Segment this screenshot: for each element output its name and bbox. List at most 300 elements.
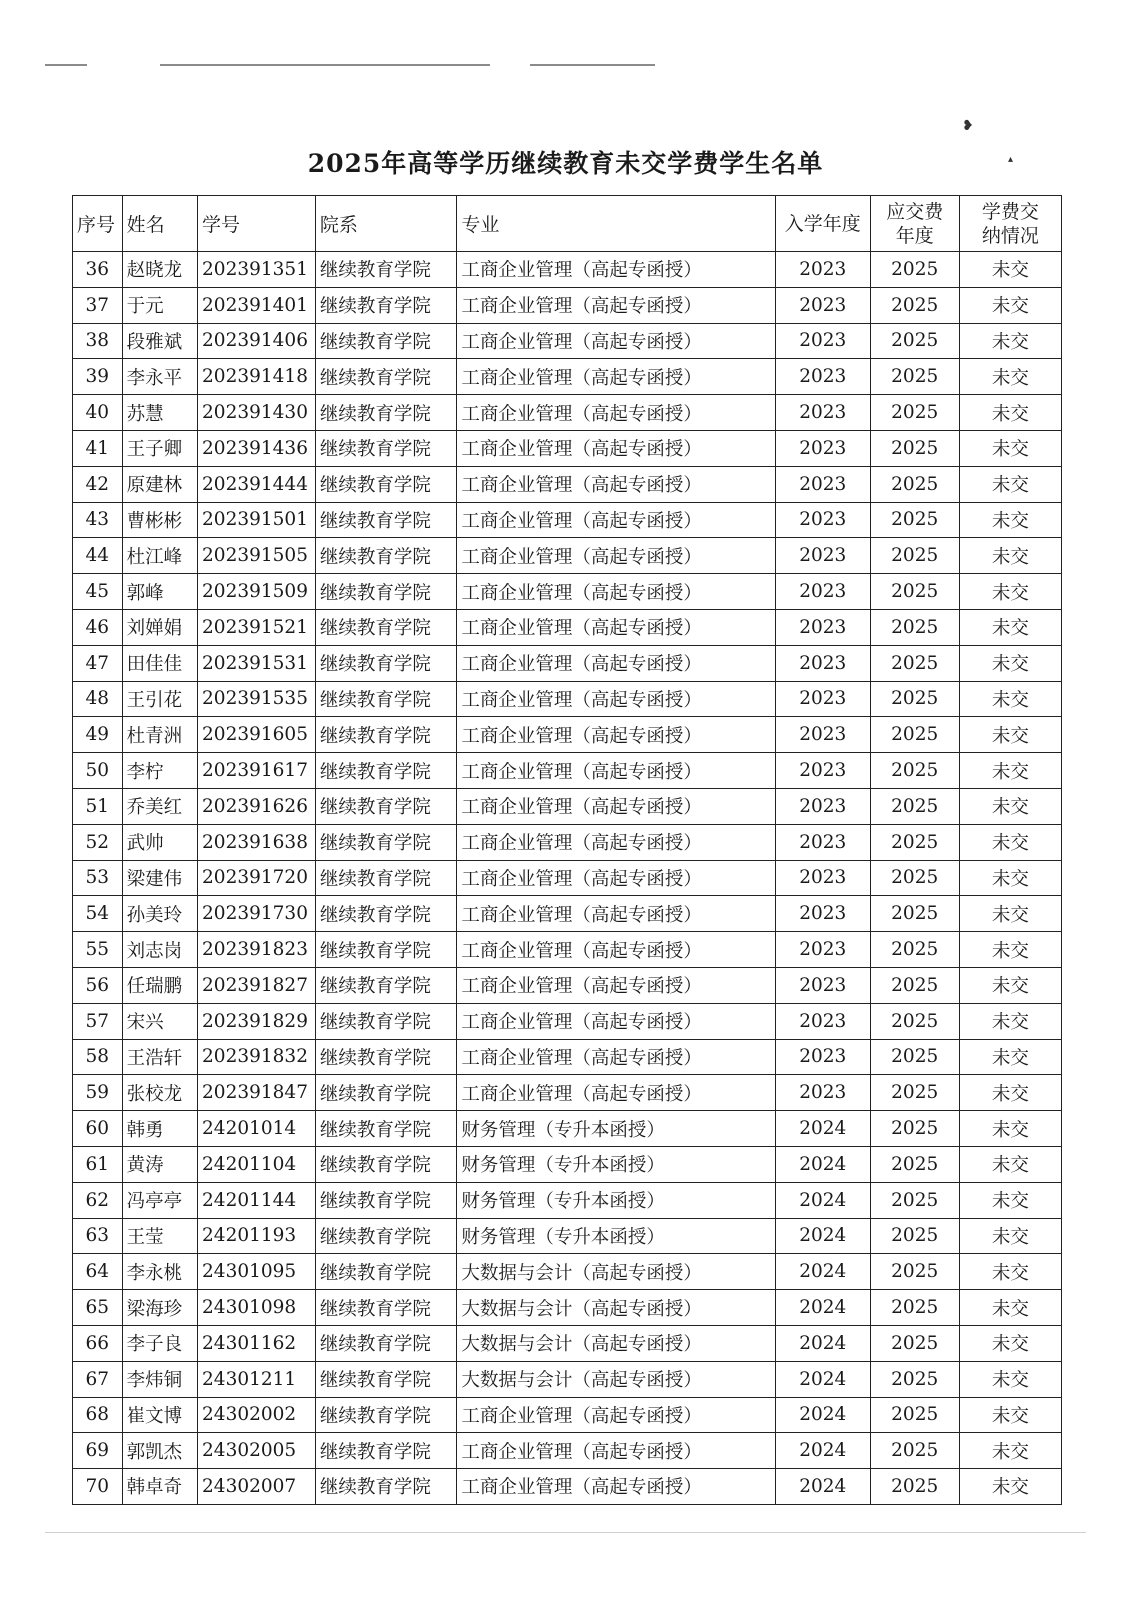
row-seq: 59 (73, 1075, 123, 1111)
department: 继续教育学院 (315, 717, 457, 753)
student-name: 杜青洲 (122, 717, 197, 753)
student-id: 202391418 (198, 359, 316, 395)
enroll-year: 2023 (775, 287, 870, 323)
student-id: 202391847 (198, 1075, 316, 1111)
department: 继续教育学院 (315, 1218, 457, 1254)
department: 继续教育学院 (315, 1397, 457, 1433)
table-row (73, 1325, 1062, 1361)
header-major: 专业 (457, 196, 775, 252)
major: 工商企业管理（高起专函授） (457, 609, 775, 645)
enroll-year: 2023 (775, 574, 870, 610)
major: 工商企业管理（高起专函授） (457, 359, 775, 395)
department: 继续教育学院 (315, 323, 457, 359)
department: 继续教育学院 (315, 788, 457, 824)
row-seq: 70 (73, 1469, 123, 1505)
row-seq: 62 (73, 1182, 123, 1218)
enroll-year: 2024 (775, 1325, 870, 1361)
table-row (73, 1111, 1062, 1147)
table-row (73, 430, 1062, 466)
major: 工商企业管理（高起专函授） (457, 824, 775, 860)
fee-year: 2025 (870, 1325, 959, 1361)
row-seq: 47 (73, 645, 123, 681)
department: 继续教育学院 (315, 1146, 457, 1182)
row-seq: 67 (73, 1361, 123, 1397)
table-row (73, 788, 1062, 824)
fee-year: 2025 (870, 574, 959, 610)
student-id: 24201193 (198, 1218, 316, 1254)
fee-year: 2025 (870, 359, 959, 395)
scan-edge-top-middle (160, 64, 490, 66)
student-id: 24302005 (198, 1433, 316, 1469)
enroll-year: 2024 (775, 1290, 870, 1326)
student-name: 王莹 (122, 1218, 197, 1254)
student-name: 李子良 (122, 1325, 197, 1361)
enroll-year: 2023 (775, 896, 870, 932)
department: 继续教育学院 (315, 252, 457, 288)
student-name: 黄涛 (122, 1146, 197, 1182)
table-row (73, 1254, 1062, 1290)
row-seq: 65 (73, 1290, 123, 1326)
student-name: 李炜铜 (122, 1361, 197, 1397)
department: 继续教育学院 (315, 1254, 457, 1290)
row-seq: 63 (73, 1218, 123, 1254)
fee-year: 2025 (870, 1290, 959, 1326)
student-id: 202391720 (198, 860, 316, 896)
fee-year: 2025 (870, 717, 959, 753)
table-row (73, 753, 1062, 789)
student-table (72, 195, 1062, 1505)
major: 工商企业管理（高起专函授） (457, 645, 775, 681)
enroll-year: 2023 (775, 967, 870, 1003)
table-row (73, 1218, 1062, 1254)
enroll-year: 2023 (775, 645, 870, 681)
student-name: 武帅 (122, 824, 197, 860)
department: 继续教育学院 (315, 1039, 457, 1075)
student-id: 202391832 (198, 1039, 316, 1075)
student-id: 24301095 (198, 1254, 316, 1290)
major: 工商企业管理（高起专函授） (457, 1075, 775, 1111)
table-row (73, 896, 1062, 932)
payment-status: 未交 (959, 824, 1061, 860)
table-row (73, 967, 1062, 1003)
table-row (73, 681, 1062, 717)
enroll-year: 2024 (775, 1397, 870, 1433)
payment-status: 未交 (959, 1182, 1061, 1218)
student-name: 郭凯杰 (122, 1433, 197, 1469)
major: 工商企业管理（高起专函授） (457, 967, 775, 1003)
student-name: 田佳佳 (122, 645, 197, 681)
payment-status: 未交 (959, 1433, 1061, 1469)
student-id: 202391730 (198, 896, 316, 932)
payment-status: 未交 (959, 1146, 1061, 1182)
enroll-year: 2024 (775, 1182, 870, 1218)
enroll-year: 2024 (775, 1361, 870, 1397)
enroll-year: 2023 (775, 395, 870, 431)
scan-speck: ▴ (1008, 154, 1014, 165)
header-name: 姓名 (122, 196, 197, 252)
student-name: 刘志岗 (122, 932, 197, 968)
row-seq: 49 (73, 717, 123, 753)
payment-status: 未交 (959, 430, 1061, 466)
payment-status: 未交 (959, 1325, 1061, 1361)
table-row (73, 574, 1062, 610)
student-id: 202391406 (198, 323, 316, 359)
student-id: 202391605 (198, 717, 316, 753)
table-row (73, 824, 1062, 860)
enroll-year: 2023 (775, 1039, 870, 1075)
enroll-year: 2023 (775, 359, 870, 395)
department: 继续教育学院 (315, 753, 457, 789)
department: 继续教育学院 (315, 1433, 457, 1469)
payment-status: 未交 (959, 1075, 1061, 1111)
table-row (73, 466, 1062, 502)
student-id: 24201014 (198, 1111, 316, 1147)
row-seq: 37 (73, 287, 123, 323)
student-name: 梁建伟 (122, 860, 197, 896)
header-fee-year: 应交费年度 (870, 196, 959, 252)
major: 工商企业管理（高起专函授） (457, 323, 775, 359)
department: 继续教育学院 (315, 466, 457, 502)
fee-year: 2025 (870, 1003, 959, 1039)
table-row (73, 395, 1062, 431)
fee-year: 2025 (870, 323, 959, 359)
department: 继续教育学院 (315, 430, 457, 466)
student-id: 24302007 (198, 1469, 316, 1505)
row-seq: 46 (73, 609, 123, 645)
row-seq: 66 (73, 1325, 123, 1361)
department: 继续教育学院 (315, 824, 457, 860)
student-name: 张校龙 (122, 1075, 197, 1111)
student-name: 王子卿 (122, 430, 197, 466)
department: 继续教育学院 (315, 538, 457, 574)
department: 继续教育学院 (315, 395, 457, 431)
table-row (73, 1397, 1062, 1433)
department: 继续教育学院 (315, 1325, 457, 1361)
payment-status: 未交 (959, 645, 1061, 681)
table-row (73, 645, 1062, 681)
department: 继续教育学院 (315, 359, 457, 395)
fee-year: 2025 (870, 466, 959, 502)
fee-year: 2025 (870, 967, 959, 1003)
student-id: 202391617 (198, 753, 316, 789)
student-name: 曹彬彬 (122, 502, 197, 538)
major: 工商企业管理（高起专函授） (457, 717, 775, 753)
fee-year: 2025 (870, 538, 959, 574)
student-id: 24201104 (198, 1146, 316, 1182)
department: 继续教育学院 (315, 609, 457, 645)
student-name: 王浩轩 (122, 1039, 197, 1075)
major: 工商企业管理（高起专函授） (457, 395, 775, 431)
enroll-year: 2023 (775, 538, 870, 574)
student-id: 202391521 (198, 609, 316, 645)
table-row (73, 1075, 1062, 1111)
payment-status: 未交 (959, 323, 1061, 359)
enroll-year: 2023 (775, 430, 870, 466)
department: 继续教育学院 (315, 502, 457, 538)
table-header-row (73, 196, 1062, 252)
row-seq: 44 (73, 538, 123, 574)
major: 工商企业管理（高起专函授） (457, 1469, 775, 1505)
major: 工商企业管理（高起专函授） (457, 466, 775, 502)
department: 继续教育学院 (315, 574, 457, 610)
student-name: 李柠 (122, 753, 197, 789)
major: 财务管理（专升本函授） (457, 1146, 775, 1182)
major: 工商企业管理（高起专函授） (457, 788, 775, 824)
enroll-year: 2023 (775, 323, 870, 359)
enroll-year: 2023 (775, 860, 870, 896)
student-name: 任瑞鹏 (122, 967, 197, 1003)
department: 继续教育学院 (315, 1003, 457, 1039)
major: 大数据与会计（高起专函授） (457, 1325, 775, 1361)
row-seq: 43 (73, 502, 123, 538)
major: 工商企业管理（高起专函授） (457, 1003, 775, 1039)
student-name: 苏慧 (122, 395, 197, 431)
row-seq: 61 (73, 1146, 123, 1182)
row-seq: 51 (73, 788, 123, 824)
major: 财务管理（专升本函授） (457, 1182, 775, 1218)
fee-year: 2025 (870, 609, 959, 645)
fee-year: 2025 (870, 645, 959, 681)
payment-status: 未交 (959, 574, 1061, 610)
major: 财务管理（专升本函授） (457, 1111, 775, 1147)
table-row (73, 1003, 1062, 1039)
enroll-year: 2024 (775, 1254, 870, 1290)
fee-year: 2025 (870, 860, 959, 896)
department: 继续教育学院 (315, 287, 457, 323)
payment-status: 未交 (959, 1361, 1061, 1397)
student-id: 202391501 (198, 502, 316, 538)
table-row (73, 1361, 1062, 1397)
major: 工商企业管理（高起专函授） (457, 252, 775, 288)
payment-status: 未交 (959, 466, 1061, 502)
enroll-year: 2023 (775, 932, 870, 968)
payment-status: 未交 (959, 1111, 1061, 1147)
student-id: 24301098 (198, 1290, 316, 1326)
student-name: 原建林 (122, 466, 197, 502)
major: 大数据与会计（高起专函授） (457, 1361, 775, 1397)
fee-year: 2025 (870, 932, 959, 968)
row-seq: 55 (73, 932, 123, 968)
fee-year: 2025 (870, 252, 959, 288)
row-seq: 56 (73, 967, 123, 1003)
table-row (73, 1182, 1062, 1218)
row-seq: 54 (73, 896, 123, 932)
major: 工商企业管理（高起专函授） (457, 538, 775, 574)
table-row (73, 1469, 1062, 1505)
department: 继续教育学院 (315, 681, 457, 717)
major: 工商企业管理（高起专函授） (457, 896, 775, 932)
student-name: 王引花 (122, 681, 197, 717)
fee-year: 2025 (870, 1111, 959, 1147)
payment-status: 未交 (959, 1039, 1061, 1075)
fee-year: 2025 (870, 788, 959, 824)
student-id: 24301162 (198, 1325, 316, 1361)
major: 工商企业管理（高起专函授） (457, 430, 775, 466)
fee-year: 2025 (870, 753, 959, 789)
student-id: 24301211 (198, 1361, 316, 1397)
student-name: 李永平 (122, 359, 197, 395)
payment-status: 未交 (959, 896, 1061, 932)
fee-year: 2025 (870, 1146, 959, 1182)
student-id: 202391827 (198, 967, 316, 1003)
row-seq: 64 (73, 1254, 123, 1290)
student-name: 段雅斌 (122, 323, 197, 359)
fee-year: 2025 (870, 430, 959, 466)
major: 工商企业管理（高起专函授） (457, 1039, 775, 1075)
student-id: 202391638 (198, 824, 316, 860)
header-payment-status: 学费交纳情况 (959, 196, 1061, 252)
payment-status: 未交 (959, 932, 1061, 968)
enroll-year: 2024 (775, 1218, 870, 1254)
major: 工商企业管理（高起专函授） (457, 681, 775, 717)
table-row (73, 359, 1062, 395)
row-seq: 52 (73, 824, 123, 860)
student-name: 韩卓奇 (122, 1469, 197, 1505)
row-seq: 40 (73, 395, 123, 431)
payment-status: 未交 (959, 1218, 1061, 1254)
payment-status: 未交 (959, 395, 1061, 431)
header-enroll-year: 入学年度 (775, 196, 870, 252)
table-row (73, 1146, 1062, 1182)
table-row (73, 1290, 1062, 1326)
enroll-year: 2024 (775, 1469, 870, 1505)
payment-status: 未交 (959, 1003, 1061, 1039)
table-row (73, 502, 1062, 538)
payment-status: 未交 (959, 1290, 1061, 1326)
student-name: 杜江峰 (122, 538, 197, 574)
student-name: 梁海珍 (122, 1290, 197, 1326)
row-seq: 68 (73, 1397, 123, 1433)
row-seq: 48 (73, 681, 123, 717)
enroll-year: 2023 (775, 1075, 870, 1111)
student-id: 202391505 (198, 538, 316, 574)
enroll-year: 2024 (775, 1111, 870, 1147)
student-name: 李永桃 (122, 1254, 197, 1290)
payment-status: 未交 (959, 538, 1061, 574)
fee-year: 2025 (870, 896, 959, 932)
payment-status: 未交 (959, 1469, 1061, 1505)
row-seq: 69 (73, 1433, 123, 1469)
fee-year: 2025 (870, 824, 959, 860)
enroll-year: 2023 (775, 753, 870, 789)
header-department: 院系 (315, 196, 457, 252)
major: 大数据与会计（高起专函授） (457, 1290, 775, 1326)
student-name: 韩勇 (122, 1111, 197, 1147)
table-row (73, 932, 1062, 968)
student-name: 宋兴 (122, 1003, 197, 1039)
enroll-year: 2023 (775, 466, 870, 502)
fee-year: 2025 (870, 395, 959, 431)
payment-status: 未交 (959, 359, 1061, 395)
payment-status: 未交 (959, 967, 1061, 1003)
scan-speck: ❥ (962, 118, 974, 134)
student-name: 乔美红 (122, 788, 197, 824)
major: 工商企业管理（高起专函授） (457, 932, 775, 968)
major: 财务管理（专升本函授） (457, 1218, 775, 1254)
row-seq: 36 (73, 252, 123, 288)
fee-year: 2025 (870, 1218, 959, 1254)
enroll-year: 2023 (775, 681, 870, 717)
student-id: 24201144 (198, 1182, 316, 1218)
payment-status: 未交 (959, 681, 1061, 717)
document-title: 2025年高等学历继续教育未交学费学生名单 (307, 149, 824, 178)
fee-year: 2025 (870, 287, 959, 323)
payment-status: 未交 (959, 252, 1061, 288)
student-id: 202391535 (198, 681, 316, 717)
enroll-year: 2023 (775, 609, 870, 645)
department: 继续教育学院 (315, 645, 457, 681)
fee-year: 2025 (870, 1075, 959, 1111)
table-row (73, 323, 1062, 359)
student-name: 郭峰 (122, 574, 197, 610)
table-row (73, 252, 1062, 288)
scan-edge-top-right (530, 64, 655, 66)
row-seq: 60 (73, 1111, 123, 1147)
enroll-year: 2024 (775, 1146, 870, 1182)
enroll-year: 2023 (775, 824, 870, 860)
enroll-year: 2023 (775, 502, 870, 538)
row-seq: 57 (73, 1003, 123, 1039)
student-id: 202391444 (198, 466, 316, 502)
fee-year: 2025 (870, 1397, 959, 1433)
fee-year: 2025 (870, 1182, 959, 1218)
payment-status: 未交 (959, 860, 1061, 896)
student-name: 于元 (122, 287, 197, 323)
header-seq: 序号 (73, 196, 123, 252)
student-id: 24302002 (198, 1397, 316, 1433)
payment-status: 未交 (959, 609, 1061, 645)
department: 继续教育学院 (315, 932, 457, 968)
table-row (73, 538, 1062, 574)
scan-edge-top-left (45, 64, 87, 66)
major: 工商企业管理（高起专函授） (457, 1433, 775, 1469)
major: 工商企业管理（高起专函授） (457, 287, 775, 323)
fee-year: 2025 (870, 502, 959, 538)
row-seq: 45 (73, 574, 123, 610)
major: 工商企业管理（高起专函授） (457, 1397, 775, 1433)
enroll-year: 2023 (775, 252, 870, 288)
payment-status: 未交 (959, 1254, 1061, 1290)
payment-status: 未交 (959, 1397, 1061, 1433)
payment-status: 未交 (959, 502, 1061, 538)
student-name: 刘婵娟 (122, 609, 197, 645)
student-name: 冯亭亭 (122, 1182, 197, 1218)
major: 大数据与会计（高起专函授） (457, 1254, 775, 1290)
enroll-year: 2023 (775, 788, 870, 824)
fee-year: 2025 (870, 1469, 959, 1505)
row-seq: 38 (73, 323, 123, 359)
student-name: 赵晓龙 (122, 252, 197, 288)
student-id: 202391829 (198, 1003, 316, 1039)
department: 继续教育学院 (315, 1075, 457, 1111)
row-seq: 42 (73, 466, 123, 502)
student-name: 孙美玲 (122, 896, 197, 932)
major: 工商企业管理（高起专函授） (457, 502, 775, 538)
fee-year: 2025 (870, 1433, 959, 1469)
table-row (73, 1039, 1062, 1075)
payment-status: 未交 (959, 788, 1061, 824)
row-seq: 39 (73, 359, 123, 395)
major: 工商企业管理（高起专函授） (457, 574, 775, 610)
student-name: 崔文博 (122, 1397, 197, 1433)
header-student-id: 学号 (198, 196, 316, 252)
table-row (73, 287, 1062, 323)
department: 继续教育学院 (315, 1361, 457, 1397)
student-id: 202391351 (198, 252, 316, 288)
fee-year: 2025 (870, 681, 959, 717)
table-row (73, 717, 1062, 753)
student-id: 202391823 (198, 932, 316, 968)
